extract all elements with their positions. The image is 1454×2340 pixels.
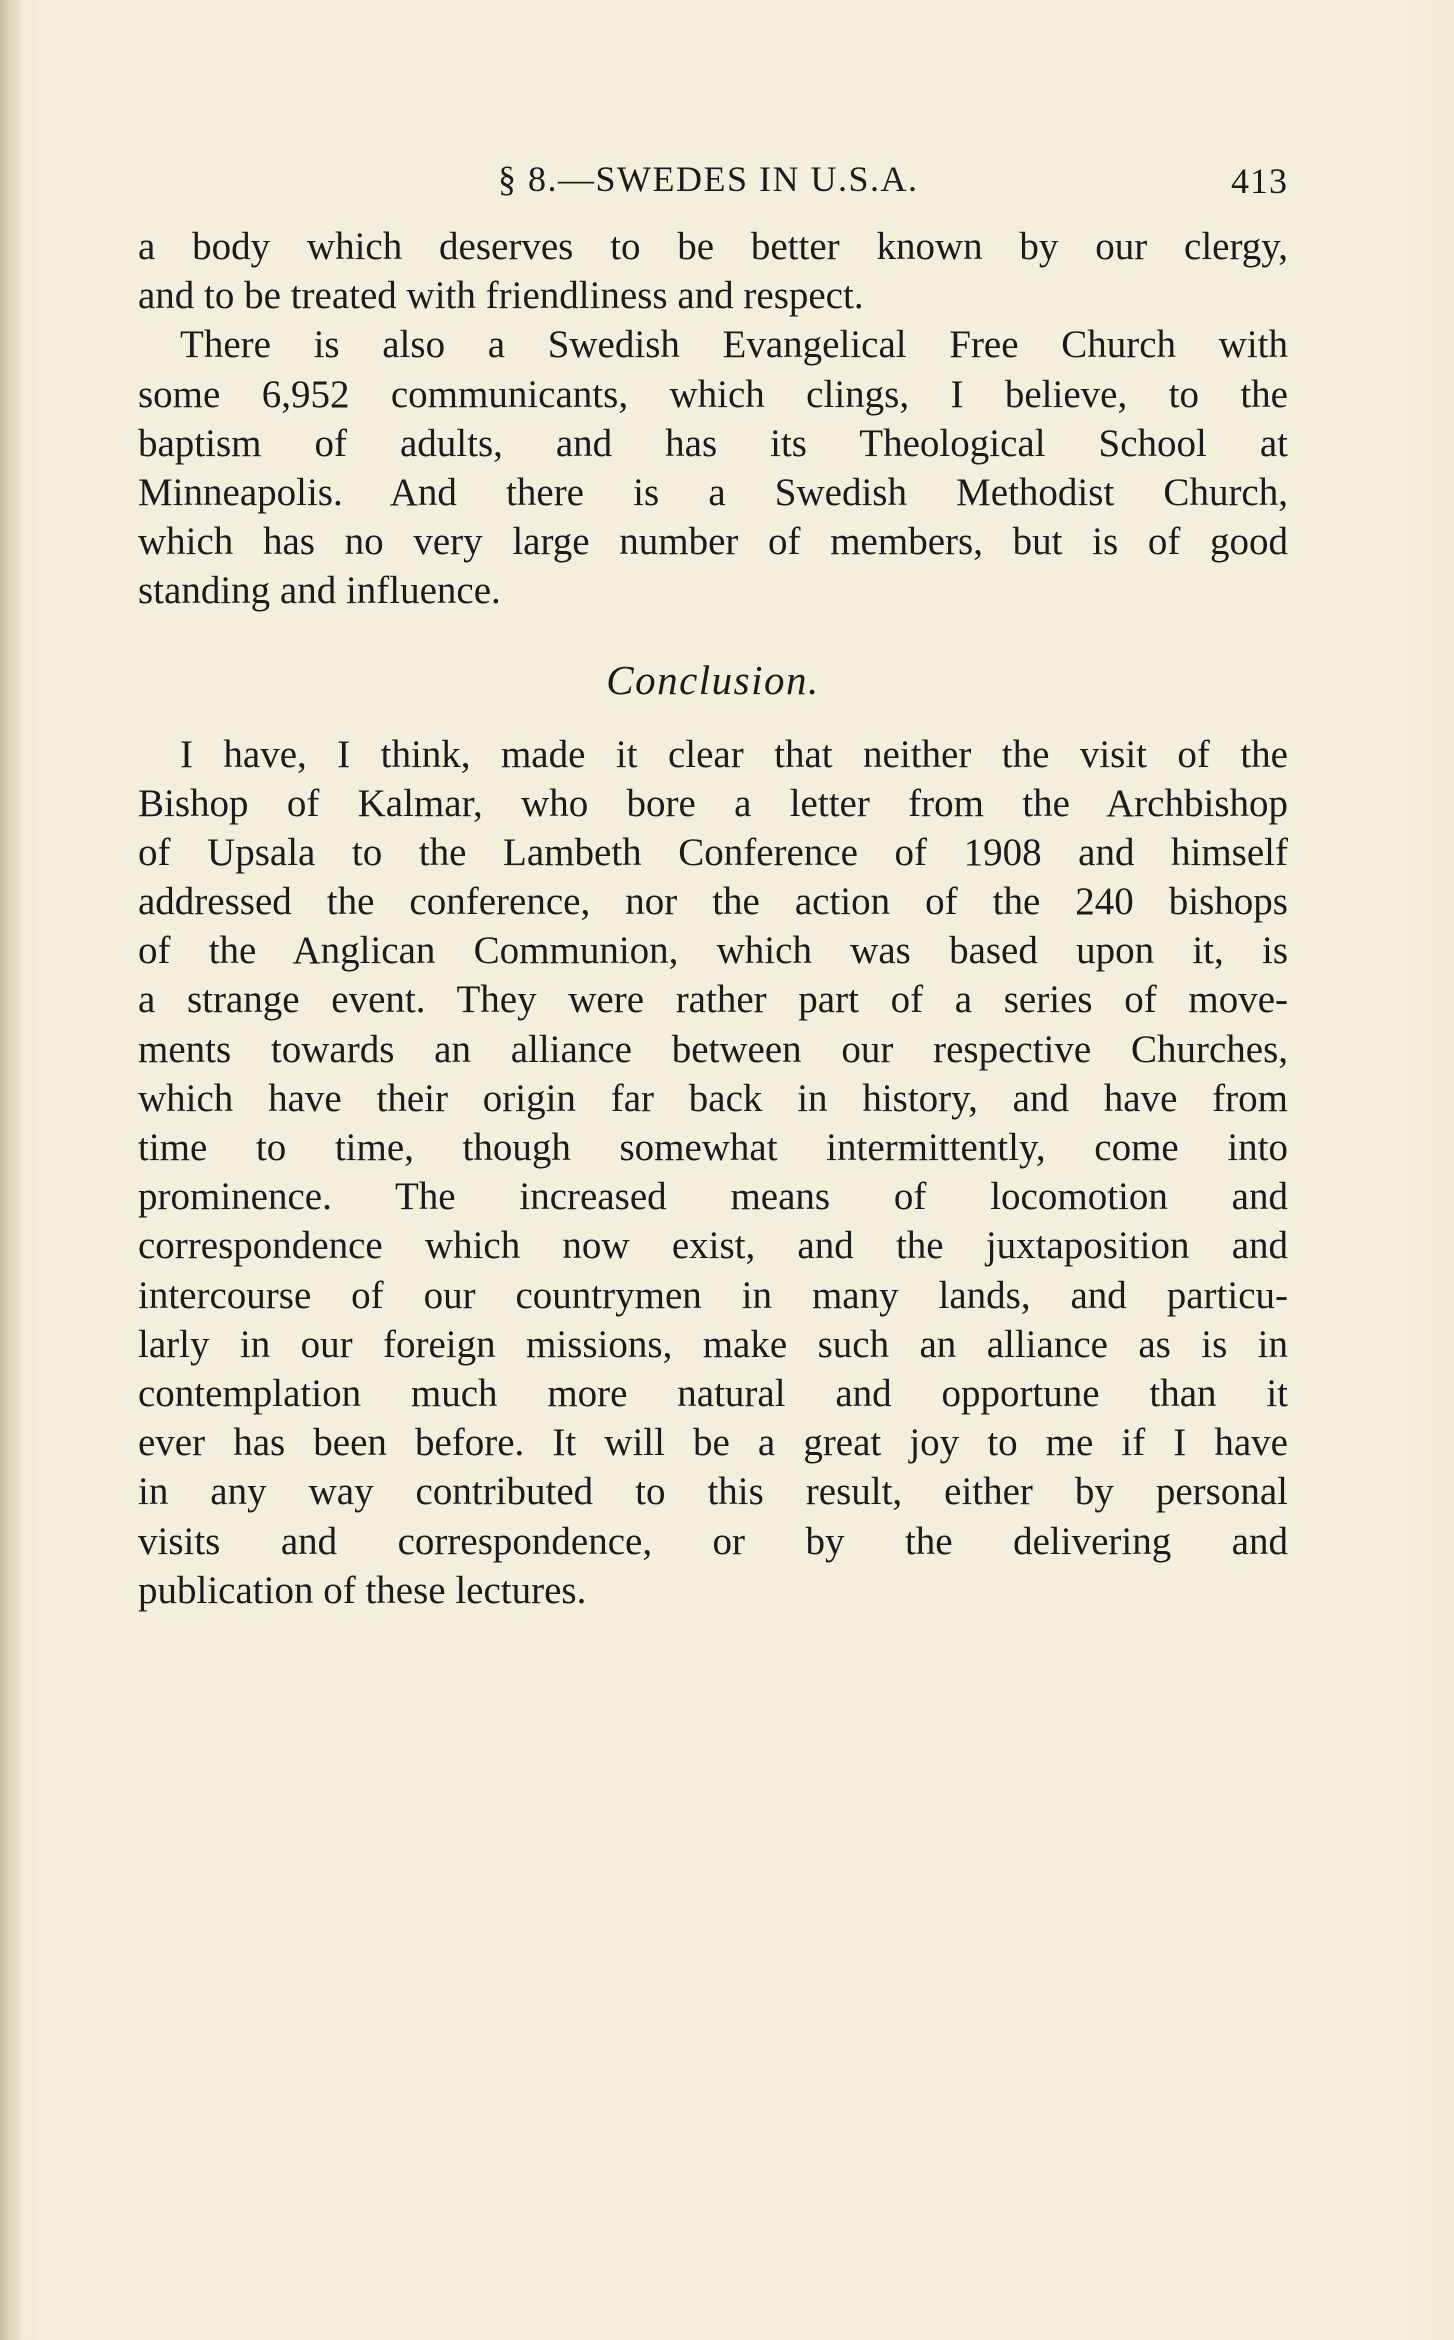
running-title: § 8.—SWEDES IN U.S.A. bbox=[498, 159, 919, 199]
section-heading: Conclusion. bbox=[606, 656, 820, 703]
text-line: prominence. The increased means of locomotion and bbox=[138, 1175, 1288, 1219]
text-line: a strange event. They were rather part of a series of move- bbox=[138, 978, 1288, 1022]
text-line: a body which deserves to be better known by our clergy, bbox=[138, 225, 1288, 268]
text-line: intercourse of our countrymen in many lands, and particu- bbox=[138, 1273, 1288, 1317]
text-line: some 6,952 communicants, which clings, I believe, to the bbox=[138, 372, 1288, 416]
text-line: addressed the conference, nor the action of the 240 bishops bbox=[138, 880, 1288, 924]
body-text bbox=[138, 222, 1288, 1615]
page-number: 413 bbox=[1231, 161, 1288, 201]
text-line: baptism of adults, and has its Theological School at bbox=[138, 421, 1288, 465]
text-line: correspondence which now exist, and the juxtaposition and bbox=[138, 1224, 1288, 1268]
text-line: ever has been before. It will be a great joy to me if I have bbox=[138, 1421, 1288, 1465]
running-head bbox=[138, 150, 1288, 210]
text-line: standing and influence. bbox=[138, 569, 501, 613]
text-line: contemplation much more natural and opportune than it bbox=[138, 1371, 1288, 1415]
text-line: publication of these lectures. bbox=[138, 1568, 587, 1612]
text-line: There is also a Swedish Evangelical Free Church with bbox=[180, 323, 1288, 367]
text-line: ments towards an alliance between our respective Churches, bbox=[138, 1027, 1288, 1071]
text-line: Minneapolis. And there is a Swedish Methodist Church, bbox=[138, 470, 1288, 514]
text-line: visits and correspondence, or by the delivering and bbox=[138, 1519, 1288, 1563]
text-line: I have, I think, made it clear that neither the visit of the bbox=[180, 732, 1288, 776]
text-line: in any way contributed to this result, either by personal bbox=[138, 1470, 1288, 1514]
page-gutter-shadow bbox=[0, 0, 22, 2340]
text-line: larly in our foreign missions, make such an alliance as is in bbox=[138, 1322, 1288, 1366]
text-line: time to time, though somewhat intermittently, come into bbox=[138, 1126, 1288, 1169]
text-line: and to be treated with friendliness and respect. bbox=[138, 274, 864, 318]
text-line: of Upsala to the Lambeth Conference of 1908 and himself bbox=[138, 830, 1288, 874]
text-line: of the Anglican Communion, which was based upon it, is bbox=[138, 929, 1288, 973]
text-line: Bishop of Kalmar, who bore a letter from the Archbishop bbox=[138, 781, 1288, 825]
text-line: which has no very large number of members, but is of good bbox=[138, 520, 1288, 564]
text-line: which have their origin far back in history, and have from bbox=[138, 1076, 1288, 1120]
